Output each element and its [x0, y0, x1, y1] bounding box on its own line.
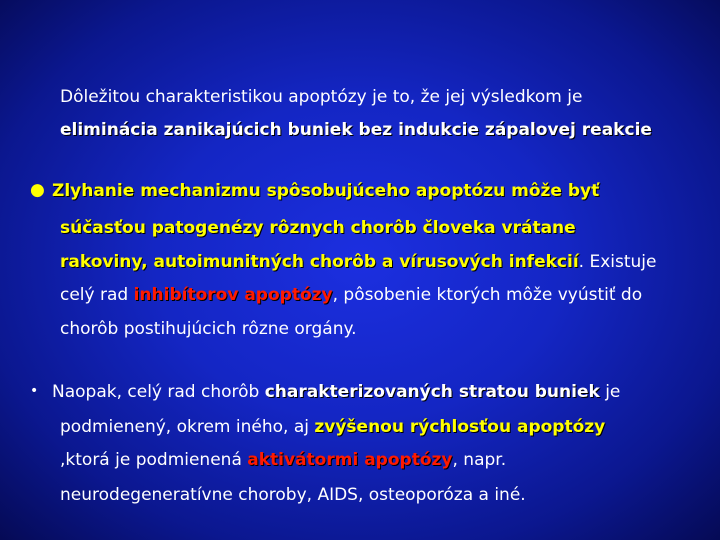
intro-emphasis: eliminácia zanikajúcich buniek bez indukcie zápalovej reakcie — [60, 120, 652, 140]
point2-line-3 — [60, 449, 506, 471]
point2-white-text: je — [599, 382, 621, 402]
point1-line-5 — [60, 318, 357, 340]
point1-line-3 — [60, 251, 656, 273]
point1-line-1 — [52, 180, 599, 202]
point1-yellow-text: Zlyhanie mechanizmu spôsobujúceho apoptózu môže byť — [52, 181, 600, 201]
point2-yellow-text: zvýšenou rýchlosťou apoptózy — [314, 417, 606, 437]
point1-red-text: inhibítorov apoptózy — [133, 285, 333, 305]
point2-white-text: , napr. — [452, 450, 507, 470]
bullet-dot-icon: ● — [30, 180, 45, 200]
point2-bold-text: charakterizovaných stratou buniek — [264, 382, 600, 402]
point1-white-text: celý rad — [60, 285, 134, 305]
point1-yellow-text: rakoviny, autoimunitných chorôb a vírusových infekcií — [60, 252, 579, 272]
point2-red-text: aktivátormi apoptózy — [247, 450, 453, 470]
intro-line-1 — [60, 86, 582, 108]
point1-white-text: , pôsobenie ktorých môže vyústiť do — [332, 285, 643, 305]
point1-line-4 — [60, 284, 642, 306]
point1-white-text: . Existuje — [578, 252, 657, 272]
point2-line-2 — [60, 416, 605, 438]
intro-text: Dôležitou charakteristikou apoptózy je to, že jej výsledkom je — [60, 87, 583, 107]
bullet-dot-icon: • — [30, 383, 39, 399]
point1-white-text: chorôb postihujúcich rôzne orgány. — [60, 319, 357, 339]
point2-white-text: neurodegeneratívne choroby, AIDS, osteoporóza a iné. — [60, 485, 526, 505]
point1-line-2 — [60, 217, 576, 239]
intro-line-2 — [60, 119, 652, 141]
point2-white-text: Naopak, celý rad chorôb — [52, 382, 265, 402]
point2-white-text: ,ktorá je podmienená — [60, 450, 248, 470]
point1-yellow-text: súčasťou patogenézy rôznych chorôb človeka vrátane — [60, 218, 576, 238]
point2-line-1 — [52, 381, 620, 403]
point2-line-4 — [60, 484, 526, 506]
point2-white-text: podmienený, okrem iného, aj — [60, 417, 315, 437]
